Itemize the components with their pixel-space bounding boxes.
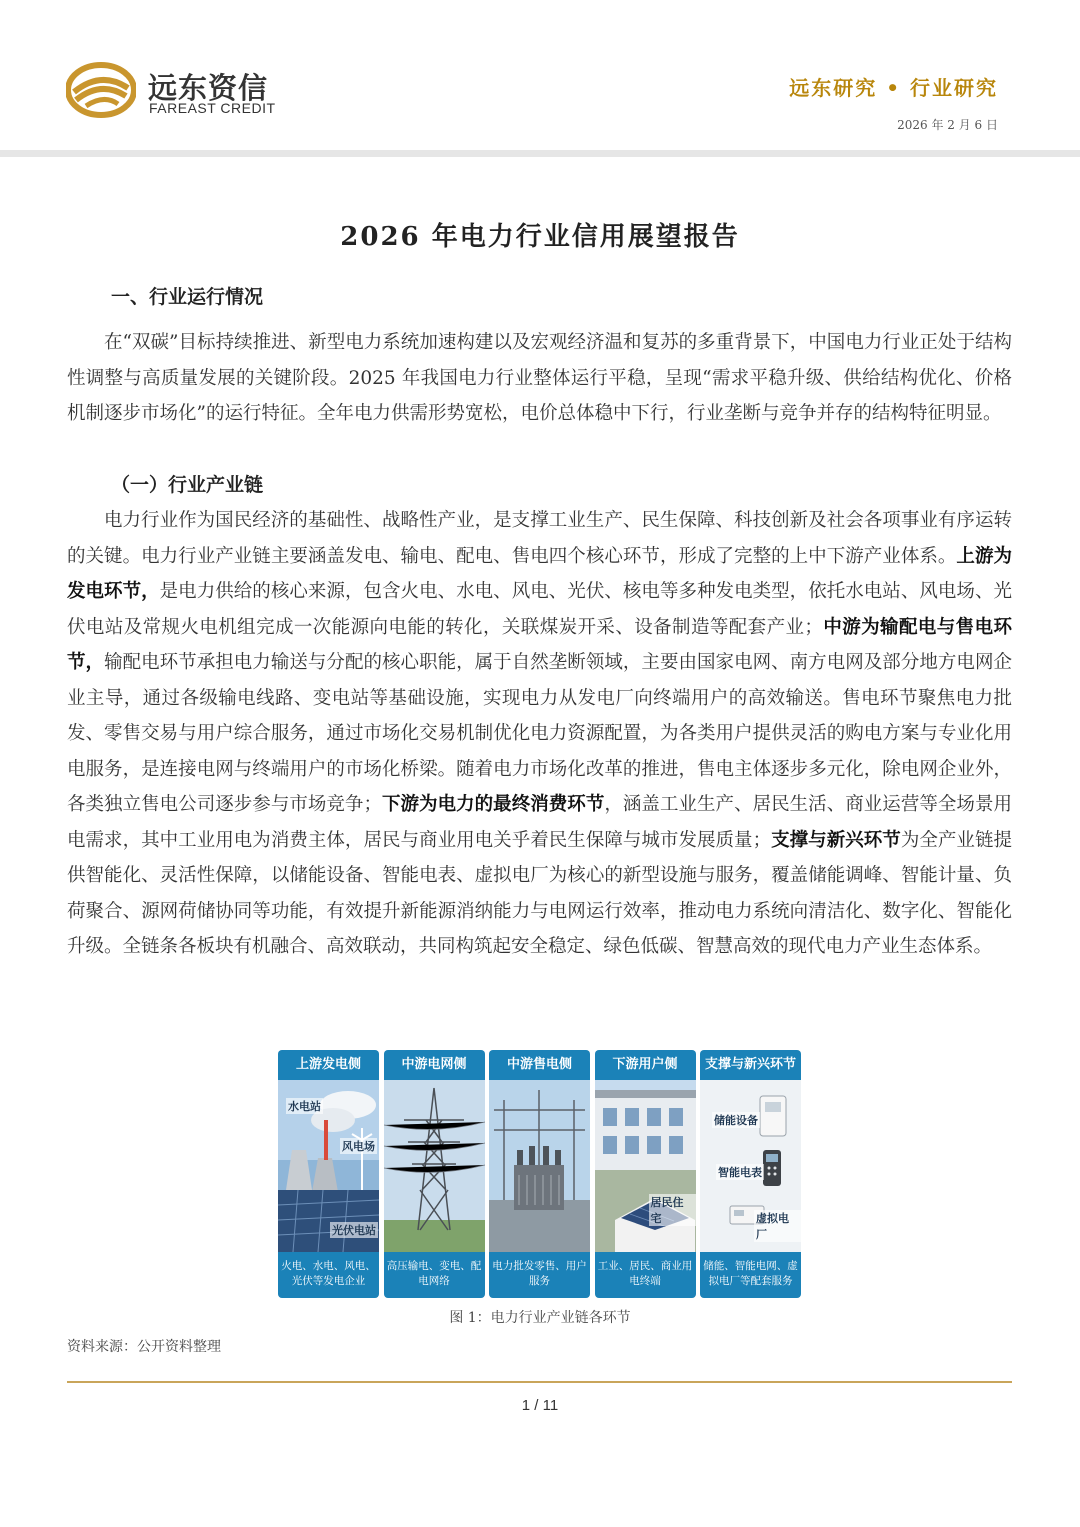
label-solar-station: 光伏电站 — [332, 1224, 376, 1237]
power-plant-illustration — [278, 1080, 379, 1252]
label-smart-meter: 智能电表 — [718, 1166, 762, 1179]
fareast-logo-icon — [66, 62, 136, 118]
text-run: 为全产业链提供智能化、灵活性保障，以储能设备、智能电表、虚拟电厂为核心的新型设施与服务，覆盖储能调峰、智能计量、负荷聚合、源网荷储协同等功能，有效提升新能源消纳能力与电网运行效率，推动电力系统向清洁化、数字化、智能化升级。全链条各板块有机融合、高效联动，共同构筑起安全稳定、绿色低碳、智慧高效的现代电力产业生态体系。 — [67, 829, 1012, 957]
figure-caption: 图 1：电力行业产业链各环节 — [449, 1310, 631, 1326]
buildings-icon — [595, 1080, 696, 1252]
column-heading: 中游售电侧 — [489, 1050, 590, 1080]
brand-name-en: FAREAST CREDIT — [149, 100, 276, 116]
report-title: 2026 年电力行业信用展望报告 — [340, 222, 740, 252]
header-divider — [0, 150, 1080, 157]
footer-divider — [67, 1381, 1012, 1383]
transmission-tower-icon — [384, 1080, 485, 1252]
column-caption: 储能、智能电网、虚拟电厂等配套服务 — [700, 1252, 801, 1298]
label-storage: 储能设备 — [714, 1114, 758, 1127]
text-run: 是电力供给的核心来源，包含火电、水电、风电、光伏、核电等多种发电类型，依托水电站、风电场、光伏电站及常规火电机组完成一次能源向电能的转化，关联煤炭开采、设备制造等配套产业； — [67, 581, 1012, 638]
bold-run: 中游为输配电与售电环节， — [67, 616, 1012, 673]
user-buildings-illustration — [595, 1080, 696, 1252]
figure-column-users — [595, 1050, 696, 1298]
figure-column-grid — [384, 1050, 485, 1298]
data-source: 资料来源：公开资料整理 — [67, 1339, 221, 1355]
column-heading: 上游发电侧 — [278, 1050, 379, 1080]
column-heading: 中游电网侧 — [384, 1050, 485, 1080]
text-run: 输配电环节承担电力输送与分配的核心职能，属于自然垄断领域，主要由国家电网、南方电网及部分地方电网企业主导，通过各级输电线路、变电站等基础设施，实现电力从发电厂向终端用户的高效输送。售电环节聚焦电力批发、零售交易与用户综合服务，通过市场化交易机制优化电力资源配置，为各类用户提供灵活的购电方案与专业化用电服务，是连接电网与终端用户的市场化桥梁。随着电力市场化改革的推进，售电主体逐步多元化，除电网企业外，各类独立售电公司逐步参与市场竞争； — [67, 652, 1012, 815]
text-run: 电力行业作为国民经济的基础性、战略性产业，是支撑工业生产、民生保障、科技创新及社会各项事业有序运转的关键。电力行业产业链主要涵盖发电、输电、配电、售电四个核心环节，形成了完整的上中下游产业体系。 — [67, 510, 1012, 567]
substation-icon — [489, 1080, 590, 1252]
substation-illustration — [489, 1080, 590, 1252]
support-devices-illustration — [700, 1080, 801, 1252]
column-caption: 工业、居民、商业用电终端 — [595, 1252, 696, 1298]
figure-column-support — [700, 1050, 801, 1298]
label-residential: 居民住宅 — [649, 1194, 696, 1226]
label-virtual-plant: 虚拟电厂 — [754, 1210, 801, 1242]
column-caption: 高压输电、变电、配电网络 — [384, 1252, 485, 1298]
label-hydropower: 水电站 — [288, 1100, 321, 1113]
page-header — [0, 0, 1080, 150]
figure-column-retail — [489, 1050, 590, 1298]
label-wind-farm: 风电场 — [342, 1140, 375, 1153]
brand-name-cn: 远东资信 — [148, 71, 269, 105]
transmission-tower-illustration — [384, 1080, 485, 1252]
column-caption: 火电、水电、风电、光伏等发电企业 — [278, 1252, 379, 1298]
text-run: ，涵盖工业生产、居民生活、商业运营等全场景用电需求，其中工业用电为消费主体，居民与商业用电关乎着民生保障与城市发展质量； — [67, 794, 1012, 851]
bold-run: 下游为电力的最终消费环节 — [381, 794, 605, 815]
column-heading: 下游用户侧 — [595, 1050, 696, 1080]
bold-run: 上游为发电环节， — [67, 545, 1012, 602]
subsection-heading: （一）行业产业链 — [111, 474, 264, 496]
report-date: 2026 年 2 月 6 日 — [897, 118, 998, 132]
page-number: 1 / 11 — [521, 1397, 559, 1414]
paragraph-industry-chain — [67, 503, 1012, 965]
column-heading: 支撑与新兴环节 — [700, 1050, 801, 1080]
report-series: 远东研究 • 行业研究 — [789, 76, 998, 100]
bold-run: 支撑与新兴环节 — [771, 829, 901, 851]
section-heading: 一、行业运行情况 — [111, 286, 264, 308]
figure-column-upstream — [278, 1050, 379, 1298]
industry-chain-figure — [278, 1050, 802, 1298]
column-caption: 电力批发零售、用户服务 — [489, 1252, 590, 1298]
paragraph-overview: 在“双碳”目标持续推进、新型电力系统加速构建以及宏观经济温和复苏的多重背景下，中国电力行业正处于结构性调整与高质量发展的关键阶段。2025 年我国电力行业整体运行平稳，呈现“需求平稳升级、供给结构优化、价格机制逐步市场化”的运行特征。全年电力供需形势宽松，电价总体稳中下行，行业垄断与竞争并存的结构特征明显。 — [67, 332, 1012, 424]
